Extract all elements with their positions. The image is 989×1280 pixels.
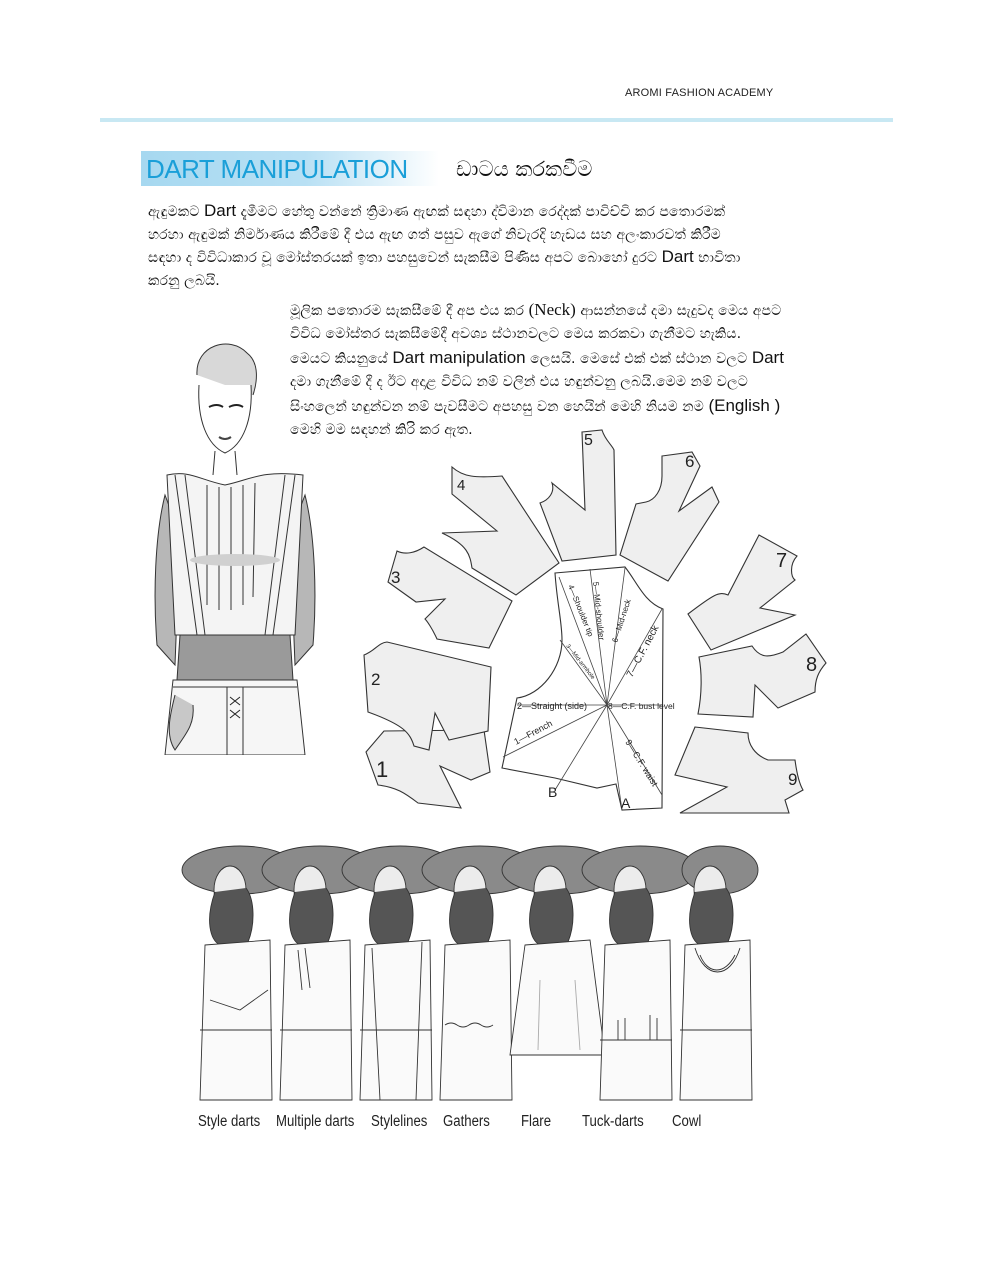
caption-gathers: Gathers	[443, 1113, 490, 1130]
label-mid-armhole: 3—Mid-armhole	[564, 643, 596, 681]
pattern-piece-9	[675, 727, 803, 813]
intro-line-4: කරනු ලබයි.	[148, 272, 220, 289]
fashion-figure-illustration	[135, 335, 335, 755]
piece-label-2: 2	[371, 670, 381, 689]
point-a-label: A	[621, 795, 631, 811]
intro-line-2: හරහා ඇඳුමක් නිර්මාණය කිරීමේ දී එය ඇඟ ගත් පසුව ඇගේ නිවැරදි හැඩය සහ අලංකාරවත් කිරීම	[148, 226, 721, 243]
dart-manipulation-diagram	[350, 425, 840, 820]
piece-label-1: 1	[376, 757, 389, 782]
piece-label-7: 7	[776, 550, 788, 572]
caption-cowl: Cowl	[672, 1113, 702, 1130]
model-6	[582, 846, 698, 1100]
caption-style-darts: Style darts	[198, 1113, 261, 1130]
piece-label-5: 5	[584, 432, 593, 449]
header-divider	[100, 118, 893, 122]
page-title-sinhala: ඩාටය කරකවීම	[456, 157, 593, 181]
point-b-label: B	[548, 784, 558, 800]
caption-stylelines: Stylelines	[371, 1113, 428, 1130]
label-cf-bust: 8—C.F. bust level	[608, 701, 675, 711]
label-cf-neck: 7—C.F. neck	[624, 623, 662, 680]
label-mid-shoulder: 5—Mid-shoulder	[591, 581, 607, 641]
piece-label-8: 8	[806, 654, 818, 676]
pattern-piece-6	[620, 452, 719, 581]
label-french: 1—French	[512, 718, 555, 747]
bodice-styles-illustration	[160, 830, 760, 1110]
piece-label-9: 9	[788, 770, 798, 789]
intro-line-3: සඳහා ද විවිධාකාර වූ මෝස්තරයක් ඉතා පහසුවෙන් සැකසීම පිණිස අපට බොහෝ දුරට Dart භාවිතා	[148, 247, 741, 266]
piece-label-6: 6	[685, 452, 695, 471]
piece-label-3: 3	[391, 568, 401, 587]
caption-flare: Flare	[521, 1113, 552, 1130]
label-mid-neck: 6—Mid-neck	[610, 598, 633, 644]
manipulation-paragraph: මූලික පතොරම සැකසීමේ දී අප එය කර (Neck) ආසන්නයේ දමා සැදුවද මෙය අපට විවිධ මෝස්තර සැකසීමේදී අවශ්‍ය ස්ථානවලට මෙය කරකවා ගැනීමට හැකිය. මෙයට කියනුයේ Dart manipulation ලෙසයි. මෙසේ එක් එක් ස්ථාන වලට Dart දමා ගැනීමේ දී ද ඊට අදාළ විවිධ නම් වලින් එය හඳුන්වනු ලබයි.මෙම නම් වලට සිංහලෙන් හඳුන්වන නම් පැවසීමට අපහසු වන හෙයින් මෙහි නියම නම (English ) මෙහි මම සඳහන් කිරි කර ඇත.	[290, 300, 784, 438]
style-captions	[198, 1113, 738, 1137]
page-title: DART MANIPULATION	[146, 154, 408, 184]
intro-paragraph	[148, 200, 868, 292]
academy-name: AROMI FASHION ACADEMY	[625, 87, 774, 99]
caption-tuck-darts: Tuck-darts	[582, 1113, 644, 1130]
label-shoulder-tip: 4—Shoulder tip	[566, 583, 596, 638]
intro-line-1: ඇඳුමකට Dart දැමීමට හේතු වන්නේ ත්‍රිමාණ ඇඟක් සඳහා ද්විමාන රෙද්දක් පාවිච්චි කර පතොරමක්	[148, 201, 726, 220]
caption-multiple-darts: Multiple darts	[276, 1113, 355, 1130]
label-straight-side: 2—Straight (side)	[517, 701, 588, 711]
model-7	[680, 846, 758, 1100]
pattern-piece-5	[540, 430, 616, 561]
piece-label-4: 4	[457, 477, 466, 494]
label-cf-waist: 9—C.F. waist	[623, 737, 660, 789]
